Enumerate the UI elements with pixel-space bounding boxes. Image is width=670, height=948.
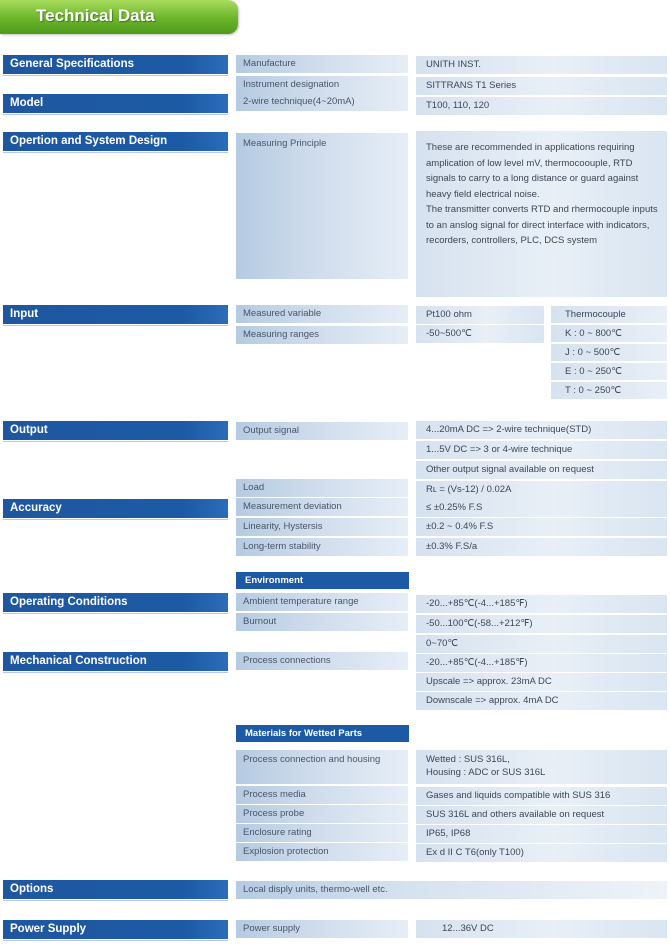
section-operation-design: Opertion and System Design [3, 132, 228, 151]
label-options: Local disply units, thermo-well etc. [236, 881, 667, 899]
value-measurement-deviation: ≤ ±0.25% F.S [416, 499, 667, 517]
value-measuring-range: -50~500℃ [416, 325, 544, 343]
value-load: Rʟ = (Vs-12) / 0.02A [416, 481, 667, 499]
label-burnout: Burnout [236, 613, 408, 631]
label-measuring-ranges: Measuring ranges [236, 326, 408, 344]
label-measurement-deviation: Measurement deviation [236, 498, 408, 516]
label-load: Load [236, 479, 408, 497]
label-process-probe: Process probe [236, 805, 408, 823]
thermocouple-row: E : 0 ~ 250℃ [551, 363, 667, 380]
value-upscale: Upscale => approx. 23mA DC [416, 673, 667, 691]
value-output-1: 4...20mA DC => 2-wire technique(STD) [416, 421, 667, 439]
value-process-connections: -20...+85℃(-4...+185℉) [416, 654, 667, 672]
label-output-signal: Output signal [236, 422, 408, 440]
section-operating-conditions: Operating Conditions [3, 593, 228, 612]
value-measuring-principle [416, 131, 667, 297]
title-tab [0, 0, 238, 34]
section-mechanical-construction: Mechanical Construction [3, 652, 228, 671]
label-power-supply: Power supply [236, 920, 408, 938]
thermocouple-row: K : 0 ~ 800℃ [551, 325, 667, 342]
value-enclosure-rating: IP65, IP68 [416, 825, 667, 843]
label-ambient-temperature: Ambient temperature range [236, 593, 408, 611]
label-measuring-principle: Measuring Principle [236, 133, 408, 279]
section-accuracy: Accuracy [3, 499, 228, 518]
label-process-media: Process media [236, 786, 408, 804]
label-enclosure-rating: Enclosure rating [236, 824, 408, 842]
label-instrument-designation: Instrument designation [236, 76, 408, 94]
value-linearity: ±0.2 ~ 0.4% F.S [416, 518, 667, 536]
housing-line-2: Housing : ADC or SUS 316L [426, 767, 546, 778]
section-model: Model [3, 94, 228, 113]
value-temperature-extra: 0~70℃ [416, 635, 667, 653]
label-explosion-protection: Explosion protection [236, 843, 408, 861]
section-output: Output [3, 421, 228, 440]
label-connection-housing: Process connection and housing [236, 750, 408, 784]
value-long-term-stability: ±0.3% F.S/a [416, 538, 667, 556]
subhead-materials: Materials for Wetted Parts [236, 725, 409, 742]
section-power-supply: Power Supply [3, 920, 228, 939]
thermocouple-row: T : 0 ~ 250℃ [551, 382, 667, 399]
label-manufacture: Manufacture [236, 55, 408, 73]
value-manufacture: UNITH INST. [416, 56, 667, 74]
value-downscale: Downscale => approx. 4mA DC [416, 692, 667, 710]
value-output-3: Other output signal available on request [416, 461, 667, 479]
housing-line-1: Wetted : SUS 316L, [426, 754, 510, 765]
value-explosion-protection: Ex d II C T6(only T100) [416, 844, 667, 862]
value-measured-variable: Pt100 ohm [416, 306, 544, 324]
section-input: Input [3, 305, 228, 324]
label-long-term-stability: Long-term stability [236, 538, 408, 556]
value-connection-housing [416, 750, 667, 784]
thermocouple-row: J : 0 ~ 500℃ [551, 344, 667, 361]
value-process-media: Gases and liquids compatible with SUS 316 [416, 787, 667, 805]
thermocouple-header: Thermocouple [551, 306, 667, 323]
subhead-environment: Environment [236, 572, 409, 589]
principle-paragraph-2: The transmitter converts RTD and rhermocouple inputs to an anslog signal for direct interface with indicators, recorders, controllers, PLC, DCS system [426, 204, 658, 246]
value-burnout: -50...100℃(-58...+212℉) [416, 615, 667, 633]
page-title: Technical Data [36, 6, 155, 25]
value-process-probe: SUS 316L and others available on request [416, 806, 667, 824]
value-output-2: 1...5V DC => 3 or 4-wire technique [416, 441, 667, 459]
value-ambient-temperature: -20...+85℃(-4...+185℉) [416, 595, 667, 613]
principle-paragraph-1: These are recommended in applications requiring amplication of low level mV, thermocoouple, RTD signals to carry to a long distance or guard against heavy field electrical noise. [426, 142, 639, 200]
label-linearity: Linearity, Hystersis [236, 518, 408, 536]
value-model: T100, 110, 120 [416, 97, 667, 115]
label-two-wire: 2-wire technique(4~20mA) [236, 93, 408, 111]
label-process-connections: Process connections [236, 652, 408, 670]
value-power-supply: 12...36V DC [416, 920, 667, 938]
section-general-specifications: General Specifications [3, 55, 228, 74]
label-measured-variable: Measured variable [236, 305, 408, 323]
section-options: Options [3, 880, 228, 899]
value-instrument-designation: SITTRANS T1 Series [416, 77, 667, 95]
